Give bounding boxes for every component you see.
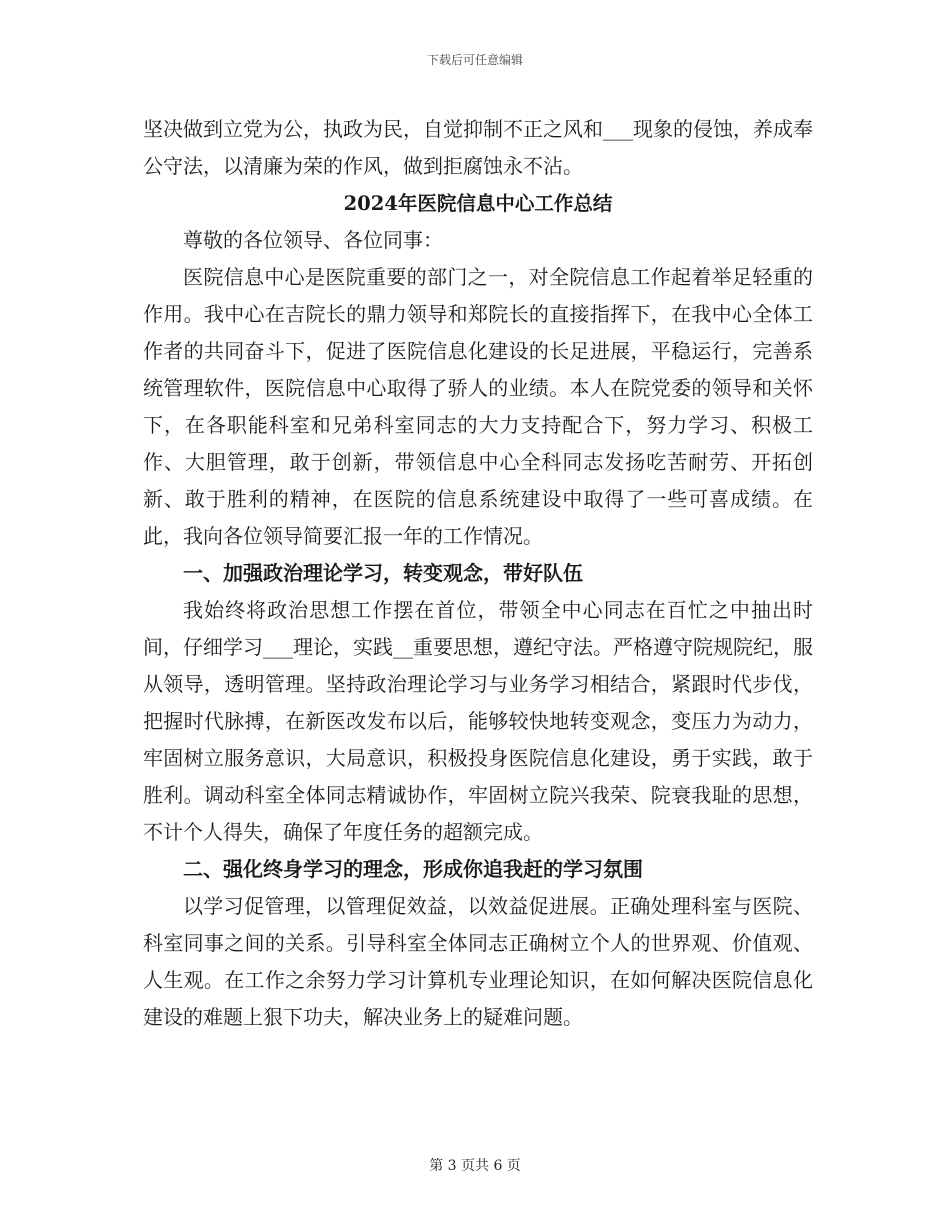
section-2-heading: 二、强化终身学习的理念，形成你追我赶的学习氛围 [183,857,643,881]
salutation: 尊敬的各位领导、各位同事： [183,228,443,252]
page-number: 第 3 页共 6 页 [429,1158,521,1174]
section-1-paragraph: 我始终将政治思想工作摆在首位，带领全中心同志在百忙之中抽出时间，仔细学习___理论，实践__重要思想，遵纪守法。严格遵守院规院纪，服从领导，透明管理。坚持政治理论学习与业务学习相结合，紧跟时代步伐，把握时代脉搏，在新医改发布以后，能够较快地转变观念，变压力为动力，牢固树立服务意识，大局意识，积极投身医院信息化建设，勇于实践，敢于胜利。调动科室全体同志精诚协作，牢固树立院兴我荣、院衰我耻的思想，不计个人得失，确保了年度任务的超额完成。 [143,598,813,844]
document-body [143,111,813,1036]
document-title: 2024年医院信息中心工作总结 [343,192,613,215]
section-2-paragraph: 以学习促管理，以管理促效益，以效益促进展。正确处理科室与医院、科室同事之间的关系。引导科室全体同志正确树立个人的世界观、价值观、人生观。在工作之余努力学习计算机专业理论知识，在如何解决医院信息化建设的难题上狠下功夫，解决业务上的疑难问题。 [143,894,813,1029]
intro-paragraph: 医院信息中心是医院重要的部门之一，对全院信息工作起着举足轻重的作用。我中心在吉院长的鼎力领导和郑院长的直接指挥下，在我中心全体工作者的共同奋斗下，促进了医院信息化建设的长足进展，平稳运行，完善系统管理软件，医院信息中心取得了骄人的业绩。本人在院党委的领导和关怀下，在各职能科室和兄弟科室同志的大力支持配合下，努力学习、积极工作、大胆管理，敢于创新，带领信息中心全科同志发扬吃苦耐劳、开拓创新、敢于胜利的精神，在医院的信息系统建设中取得了一些可喜成绩。在此，我向各位领导简要汇报一年的工作情况。 [143,265,813,548]
section-1-heading: 一、加强政治理论学习，转变观念，带好队伍 [183,561,583,585]
continued-paragraph: 坚决做到立党为公，执政为民，自觉抑制不正之风和___现象的侵蚀，养成奉公守法，以清廉为荣的作风，做到拒腐蚀永不沾。 [143,117,813,178]
page-header: 下载后可任意编辑 [426,53,523,67]
